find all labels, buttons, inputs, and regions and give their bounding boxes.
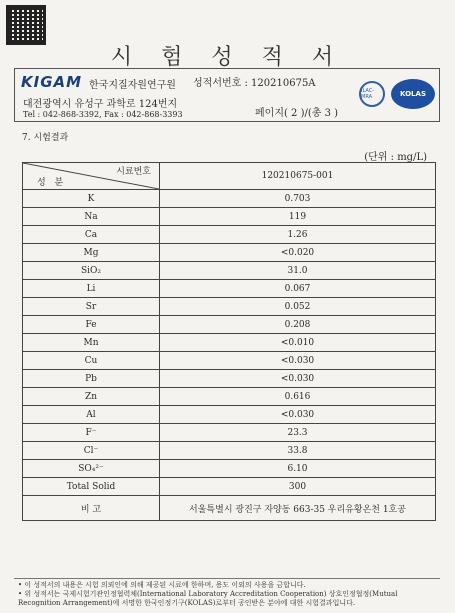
component-name: F⁻ [23,424,160,442]
table-row [23,460,436,478]
remarks-row [23,496,436,521]
cert-number-label: 성적서번호 : [193,78,248,89]
component-header: 성 분 [37,178,67,188]
footnote-3: Recognition Arrangement)에 서명한 한국인정기구(KOLAS)로부터 공인받은 분야에 대한 시험결과입니다. [18,599,356,607]
header-box [14,68,440,122]
table-row [23,208,436,226]
component-value: 31.0 [160,262,436,280]
component-value: <0.030 [160,370,436,388]
table-row [23,406,436,424]
component-name: Fe [23,316,160,334]
remarks-label: 비 고 [23,496,160,521]
page-info: 페이지( 2 )/(총 3 ) [255,108,339,119]
section-heading: 7. 시험결과 [22,133,69,143]
component-name: Pb [23,370,160,388]
component-value: <0.030 [160,352,436,370]
component-name: Mg [23,244,160,262]
footnote-2: • 위 성적서는 국제시험기관인정협력체(International Laboratory Accreditation Cooperation) 상호인정협정(Mutual [18,590,398,598]
kolas-seal: KOLAS [391,79,435,109]
org-address: 대전광역시 유성구 과학로 124번지 [23,99,178,110]
unit-label: (단위 : mg/L) [364,152,427,163]
cert-number-value: 120210675A [251,78,316,89]
component-value: 33.8 [160,442,436,460]
component-name: Zn [23,388,160,406]
component-name: Al [23,406,160,424]
sample-number-header: 시료번호 [116,167,151,177]
table-row [23,424,436,442]
cert-number [193,74,316,89]
results-body [23,190,436,496]
component-name: SO₄²⁻ [23,460,160,478]
table-row [23,334,436,352]
component-value: <0.030 [160,406,436,424]
component-name: Cu [23,352,160,370]
ilac-mra-seal: ILAC-MRA [359,81,385,107]
footnote-1: • 이 성적서의 내용은 시험 의뢰인에 의해 제공된 시료에 한하며, 용도 이외의 사용을 금합니다. [18,581,306,589]
table-row [23,190,436,208]
qr-code [6,5,46,45]
sample-id-header: 120210675-001 [160,163,436,190]
component-name: SiO₂ [23,262,160,280]
component-value: 0.703 [160,190,436,208]
org-phone: Tel : 042-868-3392, Fax : 042-868-3393 [23,110,183,119]
component-name: Ca [23,226,160,244]
component-value: <0.010 [160,334,436,352]
component-name: K [23,190,160,208]
component-value: 0.208 [160,316,436,334]
component-value: 0.067 [160,280,436,298]
component-value: 0.052 [160,298,436,316]
table-row [23,316,436,334]
kigam-logo: KIGAM [21,73,83,91]
component-name: Total Solid [23,478,160,496]
table-row [23,280,436,298]
table-row [23,388,436,406]
table-row [23,352,436,370]
table-row [23,262,436,280]
remarks-value: 서울특별시 광진구 자양동 663-35 우리유황온천 1호공 [160,496,436,521]
table-corner-header [23,163,160,190]
component-name: Li [23,280,160,298]
table-row [23,244,436,262]
component-value: 300 [160,478,436,496]
table-row [23,442,436,460]
results-table [22,162,436,521]
document-title: 시 험 성 적 서 [110,45,345,70]
component-name: Mn [23,334,160,352]
component-value: <0.020 [160,244,436,262]
component-name: Na [23,208,160,226]
table-row [23,226,436,244]
table-row [23,370,436,388]
component-value: 23.3 [160,424,436,442]
org-name: 한국지질자원연구원 [89,80,176,91]
component-value: 6.10 [160,460,436,478]
component-value: 119 [160,208,436,226]
component-value: 0.616 [160,388,436,406]
table-row [23,298,436,316]
footer-divider [14,578,440,579]
component-name: Cl⁻ [23,442,160,460]
component-name: Sr [23,298,160,316]
table-row [23,478,436,496]
component-value: 1.26 [160,226,436,244]
